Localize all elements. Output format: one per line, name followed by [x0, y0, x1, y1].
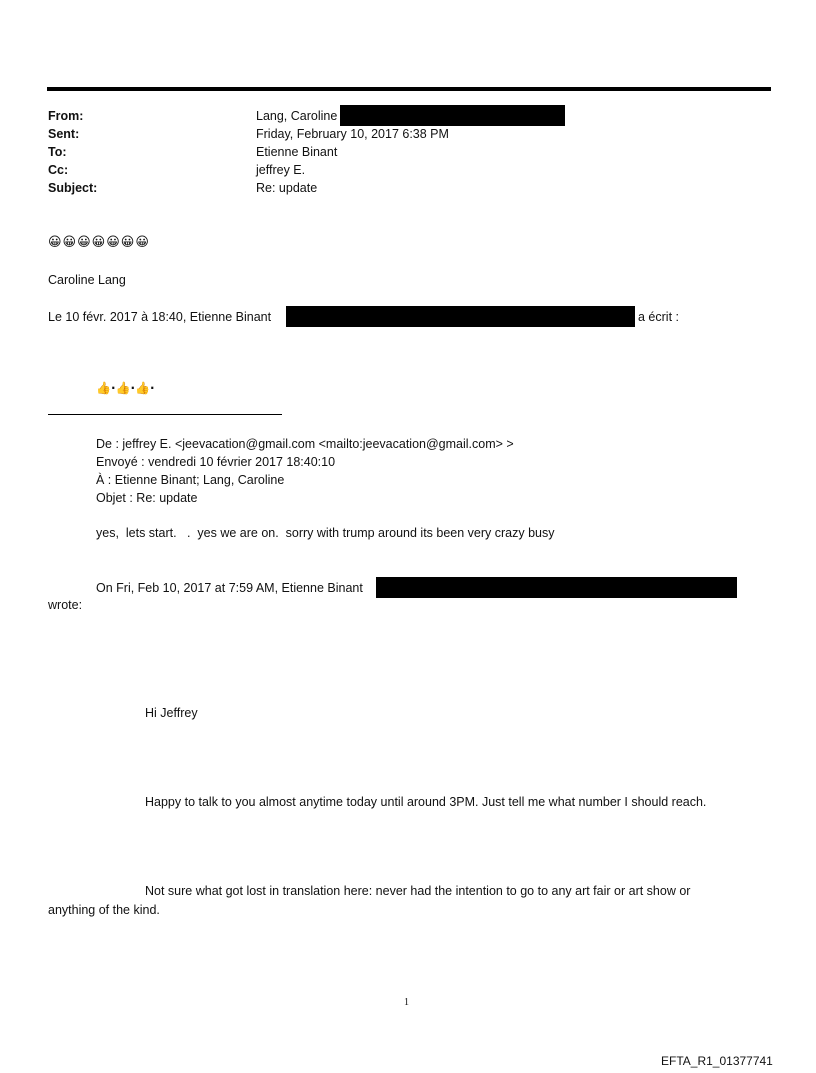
reply-intro-prefix: Le 10 févr. 2017 à 18:40, Etienne Binant [48, 310, 272, 324]
subject-value: Re: update [256, 181, 318, 195]
paragraph-1: Happy to talk to you almost anytime today until around 3PM. Just tell me what number I should reach. [145, 795, 707, 809]
from-value: Lang, Caroline [256, 109, 338, 123]
thumbs-up-icons: 👍·👍·👍· [96, 381, 155, 395]
cc-label: Cc: [48, 163, 69, 177]
to-value: Etienne Binant [256, 145, 338, 159]
quoted-subject: Objet : Re: update [96, 491, 198, 505]
quoted-message: yes, lets start. . yes we are on. sorry with trump around its been very crazy busy [96, 526, 555, 540]
quoted-sent: Envoyé : vendredi 10 février 2017 18:40:10 [96, 455, 336, 469]
quoted-to: À : Etienne Binant; Lang, Caroline [96, 473, 285, 487]
smiley-icons: 😀😀😀😀😀😀😀 [48, 235, 150, 250]
paragraph-2-line-1: Not sure what got lost in translation here: never had the intention to go to any art fair or art show or [145, 884, 691, 898]
document-id: EFTA_R1_01377741 [661, 1054, 773, 1068]
greeting: Hi Jeffrey [145, 706, 198, 720]
page-number: 1 [404, 997, 409, 1008]
sent-value: Friday, February 10, 2017 6:38 PM [256, 127, 449, 141]
reply-intro-suffix: a écrit : [638, 310, 679, 324]
from-label: From: [48, 109, 84, 123]
top-rule [47, 87, 771, 91]
sent-label: Sent: [48, 127, 80, 141]
quoted2-intro-suffix: wrote: [48, 598, 83, 612]
redaction-quoted2-email [376, 577, 737, 598]
signature: Caroline Lang [48, 273, 126, 287]
separator-rule [48, 414, 282, 415]
cc-value: jeffrey E. [256, 163, 306, 177]
to-label: To: [48, 145, 67, 159]
redaction-reply-email [286, 306, 635, 327]
paragraph-2-line-2: anything of the kind. [48, 903, 160, 917]
subject-label: Subject: [48, 181, 98, 195]
quoted-from: De : jeffrey E. <jeevacation@gmail.com <mailto:jeevacation@gmail.com> > [96, 437, 514, 451]
quoted2-intro-prefix: On Fri, Feb 10, 2017 at 7:59 AM, Etienne Binant [96, 581, 363, 595]
redaction-from [340, 105, 565, 126]
